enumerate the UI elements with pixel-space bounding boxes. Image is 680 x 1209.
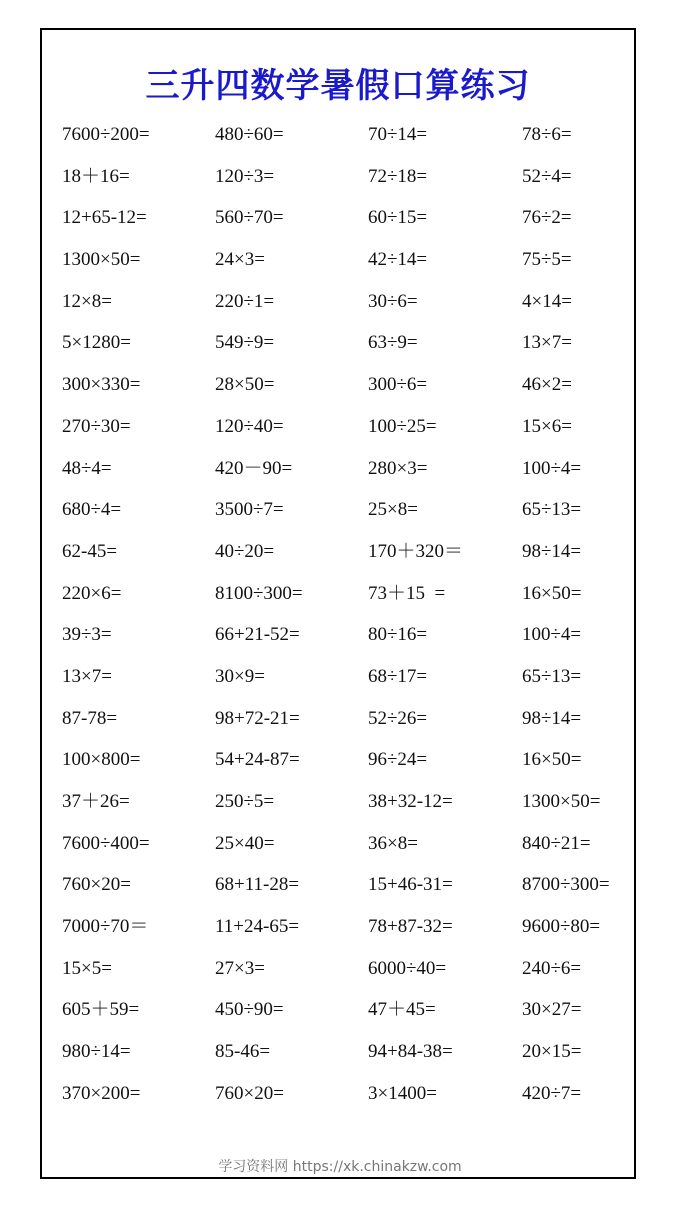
math-problem: 100×800= bbox=[62, 749, 141, 771]
math-problem: 8100÷300= bbox=[215, 582, 303, 604]
math-problem: 63÷9= bbox=[368, 332, 418, 354]
math-problem: 18＋16= bbox=[62, 165, 130, 187]
math-problem: 605＋59= bbox=[62, 999, 140, 1021]
math-problem: 100÷25= bbox=[368, 415, 437, 437]
math-problem: 68÷17= bbox=[368, 665, 428, 687]
math-problem: 549÷9= bbox=[215, 332, 275, 354]
math-problem: 52÷4= bbox=[522, 165, 572, 187]
math-problem: 20×15= bbox=[522, 1041, 582, 1063]
math-problem: 27×3= bbox=[215, 957, 265, 979]
math-problem: 38+32-12= bbox=[368, 791, 453, 812]
math-problem: 42÷14= bbox=[368, 249, 428, 271]
math-problem: 52÷26= bbox=[368, 707, 428, 729]
math-problem: 270÷30= bbox=[62, 415, 131, 437]
math-problem: 73＋15 = bbox=[368, 582, 446, 604]
math-problem: 62-45= bbox=[62, 540, 118, 562]
math-problem: 9600÷80= bbox=[522, 916, 601, 938]
math-problem: 16×50= bbox=[522, 749, 582, 771]
math-problem: 13×7= bbox=[62, 665, 112, 687]
math-problem: 420÷7= bbox=[522, 1082, 582, 1104]
math-problem: 78+87-32= bbox=[368, 916, 453, 938]
math-problem: 60÷15= bbox=[368, 207, 428, 229]
math-problem: 11+24-65= bbox=[215, 916, 300, 938]
math-problem: 72÷18= bbox=[368, 165, 428, 187]
footer-watermark: 学习资料网 https://xk.chinakzw.com bbox=[218, 1159, 462, 1175]
math-problem: 280×3= bbox=[368, 457, 428, 479]
math-problem: 36×8= bbox=[368, 832, 418, 854]
math-problem: 40÷20= bbox=[215, 540, 275, 562]
math-problem: 94+84-38= bbox=[368, 1041, 453, 1063]
math-problem: 25×8= bbox=[368, 499, 418, 521]
math-problem: 100÷4= bbox=[522, 457, 582, 479]
math-problem: 12×8= bbox=[62, 290, 112, 312]
math-problem: 25×40= bbox=[215, 832, 275, 854]
math-problem: 300÷6= bbox=[368, 374, 428, 396]
math-problem: 120÷3= bbox=[215, 165, 275, 187]
math-problem: 39÷3= bbox=[62, 624, 112, 646]
math-problem: 47＋45= bbox=[368, 999, 436, 1021]
math-problem: 7600÷400= bbox=[62, 832, 150, 854]
math-problem: 5×1280= bbox=[62, 332, 131, 354]
math-problem: 170＋320＝ bbox=[368, 540, 464, 562]
math-problem: 30×27= bbox=[522, 999, 582, 1021]
math-problem: 54+24-87= bbox=[215, 749, 300, 771]
math-problem: 7000÷70＝ bbox=[62, 916, 149, 938]
math-problem: 220÷1= bbox=[215, 290, 275, 312]
math-problem: 76÷2= bbox=[522, 207, 572, 229]
math-problem: 15×6= bbox=[522, 415, 572, 437]
math-problem: 13×7= bbox=[522, 332, 572, 354]
math-problem: 65÷13= bbox=[522, 499, 582, 521]
math-problem: 80÷16= bbox=[368, 624, 428, 646]
math-problem: 100÷4= bbox=[522, 624, 582, 646]
math-problem: 12+65-12= bbox=[62, 207, 147, 229]
math-problem: 65÷13= bbox=[522, 665, 582, 687]
math-problem: 1300×50= bbox=[62, 249, 141, 271]
math-problem: 3×1400= bbox=[368, 1082, 437, 1104]
problem-grid bbox=[62, 114, 642, 1115]
math-problem: 760×20= bbox=[215, 1082, 284, 1104]
math-problem: 78÷6= bbox=[522, 124, 572, 145]
math-problem: 24×3= bbox=[215, 249, 265, 271]
worksheet-title: 三升四数学暑假口算练习 bbox=[145, 66, 531, 106]
math-problem: 66+21-52= bbox=[215, 624, 300, 646]
math-problem: 70÷14= bbox=[368, 124, 428, 145]
math-problem: 75÷5= bbox=[522, 249, 572, 271]
math-problem: 48÷4= bbox=[62, 457, 112, 479]
math-problem: 30×9= bbox=[215, 665, 265, 687]
math-problem: 8700÷300= bbox=[522, 874, 610, 896]
math-problem: 85-46= bbox=[215, 1041, 271, 1063]
math-problem: 98÷14= bbox=[522, 540, 582, 562]
math-problem: 87-78= bbox=[62, 707, 118, 729]
math-problem: 6000÷40= bbox=[368, 957, 447, 979]
math-problem: 46×2= bbox=[522, 374, 572, 396]
math-problem: 120÷40= bbox=[215, 415, 284, 437]
math-problem: 420－90= bbox=[215, 457, 293, 479]
math-problem: 1300×50= bbox=[522, 791, 601, 812]
math-problem: 28×50= bbox=[215, 374, 275, 396]
math-problem: 240÷6= bbox=[522, 957, 582, 979]
math-problem: 4×14= bbox=[522, 290, 572, 312]
math-problem: 37＋26= bbox=[62, 791, 130, 812]
math-problem: 3500÷7= bbox=[215, 499, 284, 521]
math-problem: 480÷60= bbox=[215, 124, 284, 145]
math-problem: 68+11-28= bbox=[215, 874, 300, 896]
math-problem: 560÷70= bbox=[215, 207, 284, 229]
math-problem: 96÷24= bbox=[368, 749, 428, 771]
math-problem: 450÷90= bbox=[215, 999, 284, 1021]
math-problem: 98÷14= bbox=[522, 707, 582, 729]
math-problem: 98+72-21= bbox=[215, 707, 300, 729]
math-problem: 300×330= bbox=[62, 374, 141, 396]
math-problem: 760×20= bbox=[62, 874, 131, 896]
math-problem: 980÷14= bbox=[62, 1041, 131, 1063]
math-problem: 30÷6= bbox=[368, 290, 418, 312]
math-problem: 15×5= bbox=[62, 957, 112, 979]
math-problem: 7600÷200= bbox=[62, 124, 150, 145]
math-problem: 840÷21= bbox=[522, 832, 591, 854]
math-problem: 370×200= bbox=[62, 1082, 141, 1104]
math-problem: 16×50= bbox=[522, 582, 582, 604]
math-problem: 680÷4= bbox=[62, 499, 122, 521]
math-problem: 15+46-31= bbox=[368, 874, 453, 896]
math-problem: 220×6= bbox=[62, 582, 122, 604]
math-problem: 250÷5= bbox=[215, 791, 275, 812]
